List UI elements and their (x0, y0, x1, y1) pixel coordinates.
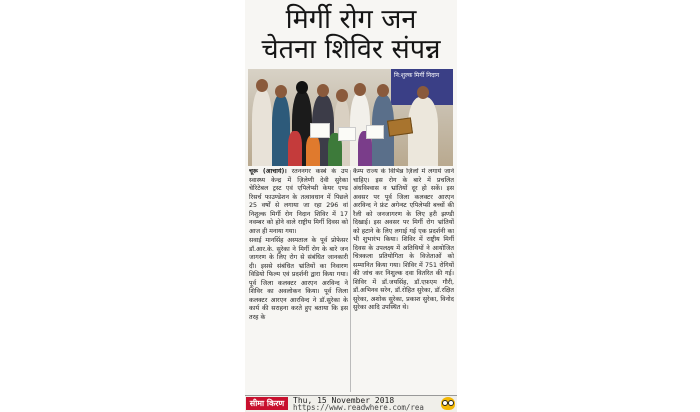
person-head (417, 86, 429, 99)
source-url[interactable]: https://www.readwhere.com/rea (293, 404, 424, 412)
person-head (354, 83, 366, 96)
article-paragraph: कैम्प राज्य के विभिन्न ज़िलों में लगाये जाने चाहिए। इस रोग के बारे में प्रचलित अंधविश्वास व भ्रांतियों दूर हो सकें। इस अवसर पर पूर्व जिला कलक्टर आरएन अरविन्द ने फ्रंट अगेन्स्ट एपिलेप्सी बच्चों की रैली को जनजागरण के लिए हरी झण्डी दिखाई। इस अवसर पर मिर्गी रोग भ्रांतियों को हटाने के लिए लगाई गई एक प्रदर्शनी का भी शुभारंभ किया। शिविर में राष्ट्रीय मिर्गी दिवस के उपलक्ष्य में अतिथियों ने आयोजित चित्रकला प्रतियोगिता के विजेताओं को सम्मानित किया गया। शिविर में 751 रोगियों की जांच कर निशुल्क दवा वितरित की गई। शिविर में डॉ.जयसिंह, डॉ.एफ़एम गौरी, डॉ.अभिनव सरेन, डॉ.रोहित सुरेका, डॉ.रक्षित सुरेका, अशोक सुरेका, प्रकाश सुरेका, विनोद सुरेका आदि उपस्थित थे। (353, 168, 454, 311)
child-figure (306, 135, 320, 166)
article-paragraph: रतननगर कस्बे के उप स्वास्थ्य केन्द्र में ज़िलेणी देवी सुरेका चेरिटेबल ट्रस्ट एवं एपिलेप्सी केयर एण्ड रिसर्च फाउण्डेशन के तत्वावधान में पिछले 25 वर्षों से लगाया जा रहा 296 वां निशुल्क मिर्गी रोग निदान शिविर में 17 नवम्बर को होने वाले राष्ट्रीय मिर्गी दिवस को आज ही मनाया गया। (249, 168, 348, 235)
person-head (377, 84, 389, 97)
person-head (336, 89, 348, 102)
article-column-1 (249, 168, 348, 396)
owl-icon (441, 397, 455, 410)
certificate-card (366, 125, 384, 139)
footer-bar (245, 395, 457, 412)
child-figure (288, 131, 302, 166)
article-paragraph: सवाई मानसिंह अस्पताल के पूर्व प्रोफेसर डॉ.आर.के. सुरेका ने मिर्गी रोग के बारे जन जागरण के लिए रोग से संबंधित जानकारी दी। इससे संबंधित भ्रांतियों का निवारण विडियो फिल्म एवं प्रदर्शनी द्वारा किया गया। पूर्व जिला कलक्टर आरएन अरविन्द ने शिविर का अवलोकन किया। पूर्व जिला कलक्टर आरएन आरविन्द ने डॉ.सुरेका के कार्य की सराहना करते हुए बताया कि इस तरह के (249, 237, 348, 321)
certificate-card (338, 127, 356, 141)
person-head (296, 81, 308, 94)
publication-date: Thu, 15 November 2018 (293, 396, 395, 405)
article-dateline: चूरू (आचार्य)। (249, 168, 287, 175)
headline-line-1: मिर्गी रोग जन (285, 4, 417, 35)
award-plaque (387, 117, 413, 136)
person-figure (252, 89, 272, 166)
news-photo (248, 69, 453, 166)
newspaper-logo: सीमा किरण (246, 397, 288, 410)
column-divider (350, 170, 351, 392)
certificate-card (310, 123, 330, 138)
person-head (275, 85, 287, 98)
photo-banner: नि:शुल्क मिर्गी निदान (391, 69, 453, 105)
article-column-2 (353, 168, 454, 396)
person-head (317, 84, 329, 97)
person-head (256, 79, 268, 92)
headline-line-2: चेतना शिविर संपन्न (261, 34, 441, 65)
